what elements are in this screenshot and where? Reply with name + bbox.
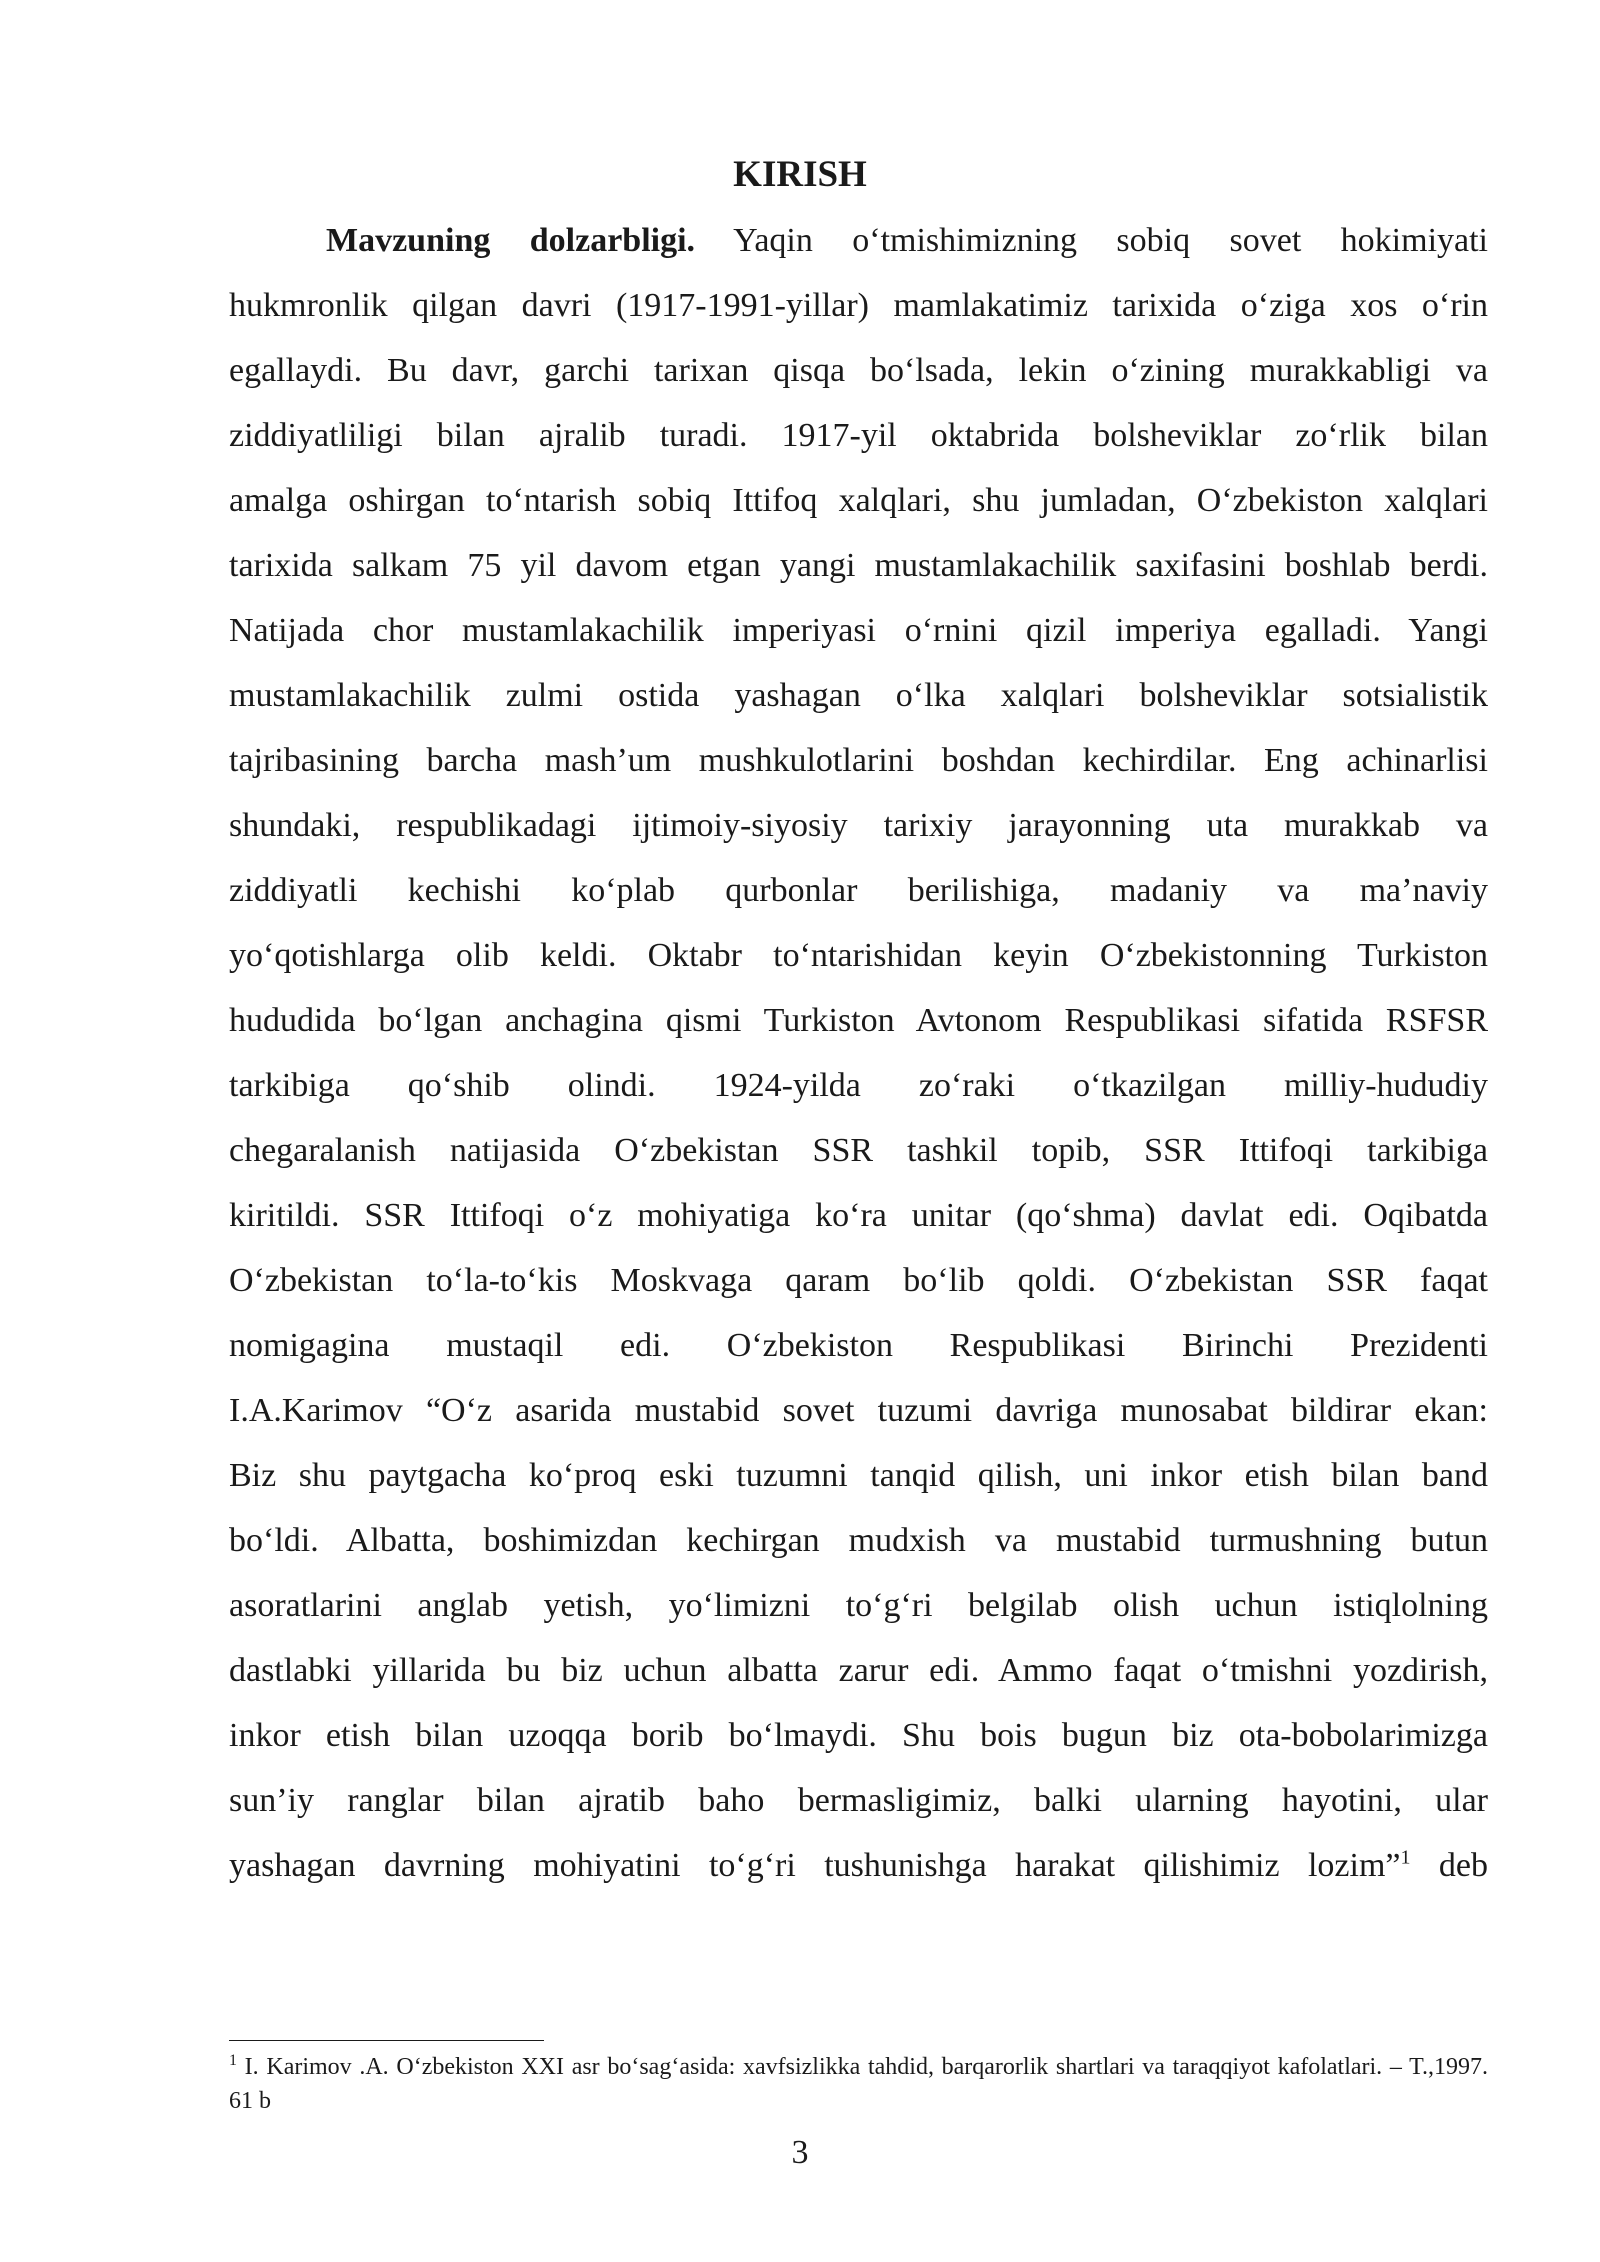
text-line: amalga oshirgan to‘ntarish sobiq Ittifoq xalqlari, shu jumladan, O‘zbekiston xalqlari — [229, 482, 1488, 519]
text-line: Biz shu paytgacha ko‘proq eski tuzumni tanqid qilish, uni inkor etish bilan band — [229, 1457, 1488, 1494]
footnote — [229, 2050, 1488, 2118]
text-line — [229, 1843, 1488, 1908]
text-line: ziddiyatliligi bilan ajralib turadi. 1917-yil oktabrida bolsheviklar zo‘rlik bilan — [229, 417, 1488, 454]
text-line: asoratlarini anglab yetish, yo‘limizni to‘g‘ri belgilab olish uchun istiqlolning — [229, 1587, 1488, 1624]
text-line: dastlabki yillarida bu biz uchun albatta zarur edi. Ammo faqat o‘tmishni yozdirish, — [229, 1652, 1488, 1689]
text-line: Natijada chor mustamlakachilik imperiyasi o‘rnini qizil imperiya egalladi. Yangi — [229, 612, 1488, 649]
line-text: yashagan davrning mohiyatini to‘g‘ri tushunishga harakat qilishimiz lozim” — [229, 1847, 1401, 1884]
line-text: deb — [1410, 1847, 1488, 1884]
page-number: 3 — [791, 2134, 809, 2171]
text-line: hududida bo‘lgan anchagina qismi Turkiston Avtonom Respublikasi sifatida RSFSR — [229, 1002, 1488, 1039]
text-line: hukmronlik qilgan davri (1917-1991-yillar) mamlakatimiz tarixida o‘ziga xos o‘rin — [229, 287, 1488, 324]
footnote-reference[interactable]: 1 — [1400, 1846, 1411, 1869]
text-line: egallaydi. Bu davr, garchi tarixan qisqa bo‘lsada, lekin o‘zining murakkabligi va — [229, 352, 1488, 389]
text-line: ziddiyatli kechishi ko‘plab qurbonlar berilishiga, madaniy va ma’naviy — [229, 872, 1488, 909]
text-line — [229, 218, 1488, 283]
text-line: sun’iy ranglar bilan ajratib baho bermasligimiz, balki ularning hayotini, ular — [229, 1782, 1488, 1819]
text-line: tajribasining barcha mash’um mushkulotlarini boshdan kechirdilar. Eng achinarlisi — [229, 742, 1488, 779]
text-line: nomigagina mustaqil edi. O‘zbekiston Respublikasi Birinchi Prezidenti — [229, 1327, 1488, 1364]
text-line: kiritildi. SSR Ittifoqi o‘z mohiyatiga ko‘ra unitar (qo‘shma) davlat edi. Oqibatda — [229, 1197, 1488, 1234]
text-line: O‘zbekistan to‘la-to‘kis Moskvaga qaram bo‘lib qoldi. O‘zbekistan SSR faqat — [229, 1262, 1488, 1299]
section-heading: KIRISH — [733, 154, 867, 195]
text-line: tarkibiga qo‘shib olindi. 1924-yilda zo‘raki o‘tkazilgan milliy-hududiy — [229, 1067, 1488, 1104]
line-text: Yaqin o‘tmishimizning sobiq sovet hokimiyati — [695, 222, 1489, 259]
footnote-text: I. Karimov .A. O‘zbekiston XXI asr bo‘sag‘asida: xavfsizlikka tahdid, barqarorlik shartlari va taraqqiyot kafolatlari. – T.,1997. 61 b — [229, 2054, 1488, 2114]
text-line: chegaralanish natijasida O‘zbekistan SSR tashkil topib, SSR Ittifoqi tarkibiga — [229, 1132, 1488, 1169]
lead-bold-text: Mavzuning dolzarbligi. — [326, 222, 696, 259]
text-line: I.A.Karimov “O‘z asarida mustabid sovet tuzumi davriga munosabat bildirar ekan: — [229, 1392, 1488, 1429]
text-line: inkor etish bilan uzoqqa borib bo‘lmaydi. Shu bois bugun biz ota-bobolarimizga — [229, 1717, 1488, 1754]
text-line: mustamlakachilik zulmi ostida yashagan o‘lka xalqlari bolsheviklar sotsialistik — [229, 677, 1488, 714]
footnote-separator — [229, 2040, 544, 2041]
text-line: tarixida salkam 75 yil davom etgan yangi mustamlakachilik saxifasini boshlab berdi. — [229, 547, 1488, 584]
text-line: shundaki, respublikadagi ijtimoiy-siyosiy tarixiy jarayonning uta murakkab va — [229, 807, 1488, 844]
body-paragraph — [229, 218, 1488, 1908]
text-line: yo‘qotishlarga olib keldi. Oktabr to‘ntarishidan keyin O‘zbekistonning Turkiston — [229, 937, 1488, 974]
footnote-marker: 1 — [229, 2052, 237, 2069]
text-line: bo‘ldi. Albatta, boshimizdan kechirgan mudxish va mustabid turmushning butun — [229, 1522, 1488, 1559]
